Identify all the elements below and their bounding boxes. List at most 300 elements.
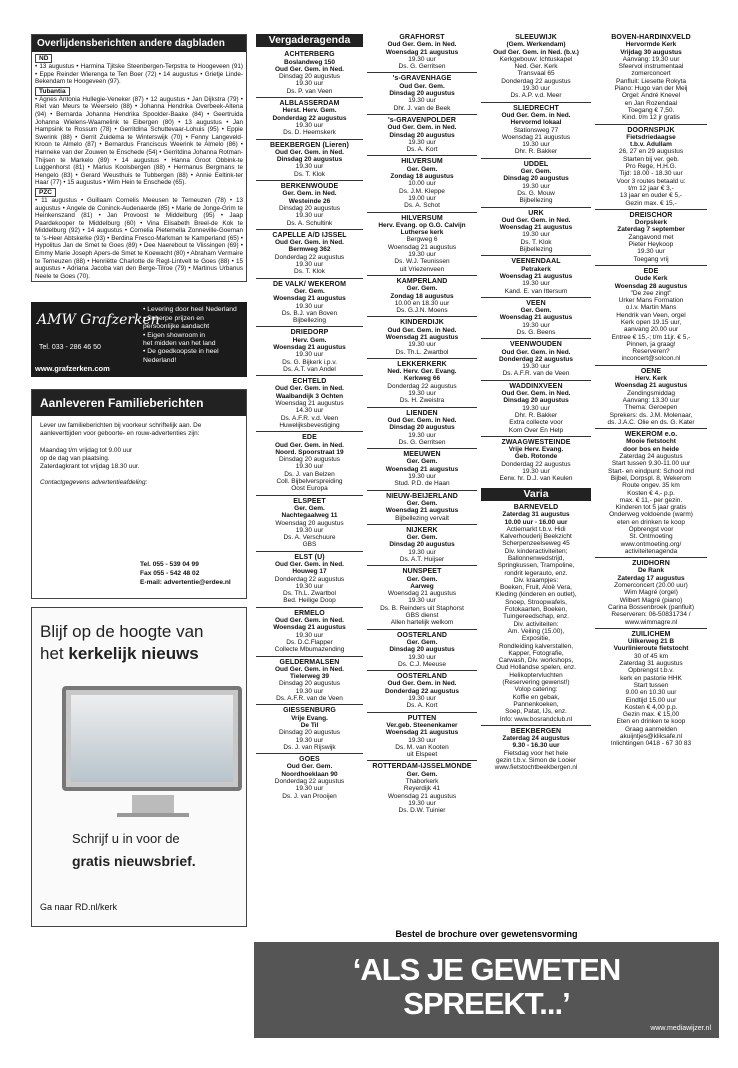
entry-line: Pieter Heykoop: [628, 241, 674, 249]
agenda-entry: [256, 329, 363, 373]
entry-line: Ds. A.P. v.d. Meer: [510, 92, 562, 100]
entry-line: Kleding (kinderen en outlet),: [495, 591, 577, 599]
separator: [256, 229, 363, 230]
entry-line: Ballonnenwedstrijd,: [507, 555, 565, 562]
separator: [481, 725, 591, 726]
entry-line: Ds. Th.L. Zwartbol: [283, 590, 336, 598]
entry-line: Ds. G. Gerritsen: [398, 63, 446, 71]
agenda-entry: [595, 212, 707, 263]
entry-place: GIESSENBURG: [283, 707, 336, 715]
separator: [595, 265, 707, 266]
entry-place: NIJKERK: [406, 526, 438, 534]
separator: [367, 275, 477, 276]
entry-line: 19.30 uur: [522, 404, 550, 412]
familie-fax: Fax 055 - 542 48 02: [140, 570, 200, 578]
region-text: • Agnes Antonia Hullegie-Veneker (87) • 12 augustus • Jan Dijkstra (79) • Riet van Meurs te Weerselo (88) • Johanna Hendrika Overbeek-Altena (94) • Bernarda Johanna Hendrika Spoolder-Baake (84) • Geertruida Johanna Wielens-Waamelink te Eibergen (80) • 13 augustus • Jan Hampsink te Rossum (78) • Gerritdina Schuttevaar-Lohuis (95) • Eppie Swerink (88) • Gerrit Zuidema te Winterswijk (70) • Fenny Langeveld-Kroon te Almelo (87) • Bernardus Franciscus Weerink te Almelo (86) • Hanneke van der Zouwen te Enschede (54) • Gerritdina Johanna Rotman-Thijsen te Markelo (89) • 14 augustus • Hanna Groot Obbink-te Luggenhorst (81) • Marius Koolsbergen (88) • Hermanus Bergmans te Hengelo (83) • Gerard Weusthuis te Tubbergen (88) • Annie Eeltink-ter Haar (77) • 15 augustus • Wim Hein te Enschede (65).: [35, 95, 243, 187]
entry-line: Hendrik van Veen, orgel: [616, 311, 686, 319]
entry-line: www.fietstochtbeekbergen.nl: [494, 764, 578, 772]
agenda-col-2: [367, 34, 477, 817]
entry-congregation: Oud Ger. Gem. in Ned.: [501, 111, 571, 119]
entry-line: 19.30 uur: [295, 163, 324, 171]
entry-line: 19.30 uur: [408, 97, 436, 105]
entry-line: 19.30 uur: [295, 736, 324, 744]
rd-line2: het kerkelijk nieuws: [40, 644, 199, 664]
separator: [367, 712, 477, 713]
entry-line: o.l.v. Martin Mans: [625, 304, 677, 312]
entry-detail: Woensdag 21 augustus: [385, 48, 459, 56]
entry-congregation: (Gem. Werkendam): [506, 41, 566, 49]
grafzerken-url[interactable]: www.grafzerken.com: [35, 364, 110, 374]
entry-line: 19.30 uur: [408, 597, 436, 605]
entry-line: Carwash, Div. workshops,: [498, 657, 574, 665]
entry-detail: Vuurlinieroute fietstocht: [613, 645, 689, 653]
entry-congregation: Oud Ger. Gem. in Ned.: [387, 124, 457, 132]
agenda-entry: [367, 278, 477, 314]
entry-line: GBS: [302, 541, 317, 549]
entry-line: Carina Bossenbroek (panfluit): [608, 603, 694, 611]
entry-congregation: Ger. Gem.: [406, 638, 438, 646]
entry-line: Kand. E. van Ittersum: [504, 287, 568, 295]
entry-detail: Woensdag 21 augustus: [499, 272, 573, 280]
region-text: • 13 augustus • Harmina Tjitske Steenbergen-Terpstra te Hoogeveen (91) • Eppe Reinder Wierenga te Ten Boer (72) • 14 augustus • Grietje Linde-Bekendam te Hoogeveen (97).: [35, 63, 243, 86]
agenda-entry: [367, 75, 477, 111]
banner-url[interactable]: www.mediawijzer.nl: [650, 1025, 711, 1032]
entry-place: BOVEN-HARDINXVELD: [611, 34, 691, 41]
grafzerken-bullet: • Eigen showroom in: [143, 331, 206, 339]
entry-line: 26, 27 en 29 augustus: [618, 148, 684, 156]
familie-email[interactable]: E-mail: advertentie@erdee.nl: [140, 579, 231, 587]
entry-congregation: Mooie fietstocht: [626, 438, 676, 446]
agenda-entry: [367, 673, 477, 709]
entry-line: Ds. J. van Rijswijk: [283, 743, 336, 751]
entry-line: Aanvang: 13.30 uur: [622, 396, 680, 404]
monitor-icon: [62, 686, 242, 791]
obituary-region: [35, 188, 243, 281]
separator: [256, 139, 363, 140]
entry-line: Reserveren?: [632, 348, 670, 356]
rd-sub1: Schrijf u in voor de: [72, 831, 180, 847]
entry-line: eten en drinken te koop: [617, 518, 685, 526]
entry-detail: Dinsdag 20 augustus: [389, 131, 455, 139]
entry-line: 19.30 uur: [408, 799, 436, 807]
entry-line: Ds. A. Kort: [406, 702, 438, 710]
entry-congregation: Ned. Herv. Ger. Evang.: [387, 368, 457, 376]
separator: [367, 490, 477, 491]
entry-congregation: Oud Ger. Gem. in Ned.: [275, 441, 344, 449]
entry-congregation: Oud Ger. Gem. in Ned.: [275, 561, 344, 568]
entry-congregation: Herv. Kerk: [634, 375, 668, 383]
obituary-region: [35, 54, 243, 86]
agenda-entry: [256, 610, 363, 654]
entry-detail: Oud Ger. Gem. in Ned.: [275, 65, 344, 73]
agenda-entry: [481, 161, 591, 205]
entry-line: Woensdag 21 augustus: [387, 590, 457, 598]
entry-detail: Woensdag 21 augustus: [385, 507, 459, 515]
entry-place: HILVERSUM: [401, 158, 443, 166]
entry-line: 13 jaar en ouder € 5,-: [619, 192, 683, 200]
entry-congregation: Herv. Evang. op G.G. Calvijn: [378, 221, 466, 229]
entry-detail: Woensdag 21 augustus: [499, 224, 573, 232]
separator: [481, 255, 591, 256]
entry-congregation: Oud Ger. Gem. in Ned.: [387, 41, 457, 49]
obituaries-text: [32, 52, 246, 281]
entry-detail: Woensdag 21 augustus: [273, 624, 346, 632]
entry-detail: 10.00 uur - 16.00 uur: [504, 518, 568, 526]
entry-congregation: Herst. Herv. Gem.: [282, 107, 337, 115]
familie-tel: Tel. 055 - 539 04 99: [140, 561, 199, 569]
separator: [595, 124, 707, 125]
banner-line1: ‘ALS JE GEWETEN: [352, 952, 621, 987]
entry-line: Pinnen, ja graag!: [626, 340, 676, 348]
separator: [367, 155, 477, 156]
entry-line: Collecte Mbumazending: [274, 646, 345, 654]
agenda-entry: [481, 258, 591, 294]
entry-congregation: De Rank: [637, 567, 664, 575]
left-column: [31, 34, 247, 927]
entry-line: Start tussen: [633, 681, 669, 689]
entry-line: Ds. P. van Veen: [286, 87, 333, 95]
entry-detail: Woensdag 21 augustus: [499, 314, 573, 322]
separator: [367, 407, 477, 408]
entry-congregation: Petrakerk: [521, 265, 551, 273]
entry-line: ds. J.A.C. Olie en ds. G. Kater: [607, 418, 695, 426]
entry-line: Div. kinderactiviteiten;: [504, 547, 568, 555]
separator: [256, 180, 363, 181]
entry-line: Ds. A. Schot: [404, 202, 440, 210]
entry-line: Sprekers: ds. J.M. Molenaar,: [609, 411, 693, 419]
entry-line: Ds. M. van Kooten: [395, 743, 449, 751]
grafzerken-bullet: persoonlijke aandacht: [143, 323, 210, 331]
entry-line: Eindtijd 15.00 uur: [625, 696, 677, 704]
entry-line: Gezin max. € 15,00: [622, 711, 680, 719]
entry-line: 9.00 en 10.30 uur: [625, 689, 677, 697]
entry-line: uit Elspeet: [406, 751, 438, 759]
entry-line: Ds. T. Klok: [294, 268, 325, 276]
entry-line: Woensdag 21 augustus: [387, 792, 457, 800]
entry-place: WEKEROM e.o.: [624, 431, 678, 439]
entry-line: t/m 12 jaar € 3,-: [628, 184, 674, 192]
entry-line: Opbrengst t.b.v.: [628, 667, 674, 675]
entry-line: Ds. G.J.N. Moens: [396, 307, 448, 315]
entry-line: 14.30 uur: [295, 407, 324, 415]
familieberichten-title: Aanleveren Familieberichten: [32, 390, 246, 416]
entry-detail: De Til: [300, 721, 319, 729]
entry-line: Pannenkoeken,: [513, 700, 559, 708]
agenda-entry: [367, 319, 477, 355]
entry-detail: Noord. Spoorstraat 19: [275, 448, 344, 456]
entry-detail: Bermweg 362: [288, 246, 331, 254]
entry-line: 19.30 uur: [295, 582, 324, 590]
entry-line: Inlichtingen 0418 - 67 30 83: [610, 740, 692, 748]
entry-line: Bed. Heilige Doop: [283, 597, 336, 605]
separator: [256, 704, 363, 705]
entry-line: 19.30 uur: [295, 687, 324, 695]
entry-line: 19.30 uur: [522, 231, 550, 239]
agenda-entry: [256, 183, 363, 227]
entry-line: Oost Europa: [291, 485, 328, 493]
entry-detail: Nachtegaalweg 11: [281, 512, 338, 520]
entry-congregation: Oud Ger. Gem.: [399, 82, 445, 90]
entry-line: Ds. H. Zweistra: [399, 397, 445, 405]
separator: [256, 278, 363, 279]
entry-line: Donderdag 22 augustus: [501, 77, 571, 85]
entry-congregation: Oud Ger. Gem. in Ned.: [387, 416, 457, 424]
entry-place: ROTTERDAM-IJSSELMONDE: [372, 763, 472, 771]
entry-line: Dinsdag 20 augustus: [278, 680, 341, 688]
grafzerken-ad[interactable]: [31, 302, 247, 377]
entry-line: 19.30 uur: [295, 80, 324, 88]
obituary-region: [35, 87, 243, 187]
entry-line: 19.30 uur: [408, 473, 436, 481]
agenda-entry: [256, 659, 363, 703]
agenda-entry: [481, 105, 591, 156]
entry-line: 19.30 uur: [408, 390, 436, 398]
entry-line: Aanvang: 19.30 uur: [622, 55, 680, 63]
entry-place: CAPELLE A/D IJSSEL: [272, 231, 347, 239]
entry-congregation: Oud Ger. Gem. in Ned.: [275, 148, 344, 156]
entry-line: Start- en eindpunt: School md: [608, 467, 694, 475]
entry-congregation: Vrije Evang.: [291, 714, 328, 722]
entry-line: Scherpenzeelseweg 45: [502, 540, 570, 548]
entry-line: 19.30 uur: [522, 363, 550, 371]
entry-line: 19.30 uur: [295, 463, 324, 471]
entry-detail: Noordhoeklaan 90: [281, 770, 338, 778]
entry-line: 19.00 uur: [408, 194, 436, 202]
entry-line: 19.30 uur: [295, 351, 324, 359]
entry-line: 19.30 uur: [408, 55, 436, 63]
entry-line: Woensdag 21 augustus: [275, 400, 344, 408]
entry-line: Panfluit: Liesette Rokyta: [615, 77, 687, 85]
entry-line: Tijd: 18.00 - 18.30 uur: [619, 170, 683, 178]
agenda-entry: [367, 763, 477, 814]
entry-detail: Donderdag 22 augustus: [384, 687, 460, 695]
entry-line: uit Vriezenveen: [399, 265, 445, 273]
entry-line: Orgel: André Knevel: [621, 92, 681, 100]
entry-line: activiteitenagenda: [624, 547, 678, 555]
region-label: Tubantia: [35, 87, 70, 96]
entry-line: Kalverhouderij Beekzicht: [500, 533, 572, 541]
agenda-entry: [256, 100, 363, 136]
agenda-entry: [481, 341, 591, 377]
entry-line: 19.30 uur: [408, 341, 436, 349]
agenda-entry: [595, 631, 707, 748]
entry-detail: Woensdag 21 augustus: [273, 295, 346, 303]
entry-detail: Woensdag 21 augustus: [385, 333, 459, 341]
familieberichten-body: [32, 416, 246, 493]
entry-line: Ds. D. Heemskerk: [283, 129, 336, 137]
entry-place: ZUIDHORN: [632, 560, 670, 568]
entry-line: Starten bij ver. geb.: [622, 155, 679, 163]
entry-line: 19.30 uur: [408, 138, 436, 146]
entry-line: Ds. G. Mouw: [517, 189, 555, 197]
entry-detail: Houweg 17: [292, 568, 327, 576]
entry-line: 19.30 uur: [295, 631, 324, 639]
entry-place: 's-GRAVENPOLDER: [388, 116, 456, 124]
entry-place: ZWAAGWESTEINDE: [501, 438, 571, 446]
entry-line: Ds. B.J. van Boven: [281, 309, 338, 317]
agenda-entry: [595, 560, 707, 626]
entry-line: 19.30 uur: [408, 695, 436, 703]
entry-line: max. € 11,- per gezin.: [619, 496, 683, 504]
entry-line: Ds. A.F.R. van de Veen: [276, 695, 343, 703]
separator: [595, 628, 707, 629]
grafzerken-bullet: • De goedkoopste in heel: [143, 348, 219, 356]
separator: [595, 209, 707, 210]
entry-line: Toegang € 7,50.: [627, 106, 675, 114]
entry-line: Kerk open 19.15 uur,: [620, 318, 682, 326]
separator: [256, 495, 363, 496]
entry-line: Reserveren: 06-50831734 /: [611, 611, 691, 619]
entry-line: Kapper, Fotografie,: [508, 649, 564, 657]
separator: [481, 207, 591, 208]
entry-line: Ds. J. van Prooijen: [282, 792, 337, 800]
entry-line: Woensdag 20 augustus: [275, 519, 344, 527]
entry-line: Ds. J.M. Kleppe: [399, 187, 445, 195]
rd-nieuwsbrief-ad[interactable]: [31, 607, 247, 927]
agenda-entry: [256, 434, 363, 492]
rd-link[interactable]: Ga naar RD.nl/kerk: [40, 902, 118, 913]
entry-line: Kom Over En Help: [508, 426, 564, 434]
entry-place: ECHTELD: [292, 378, 327, 386]
agenda-entry: [481, 728, 591, 772]
agenda-entry: [367, 568, 477, 626]
entry-line: Wim Magré (orgel): [624, 589, 678, 597]
entry-place: PUTTEN: [407, 714, 437, 722]
entry-line: Ds. J. van Belzen: [284, 470, 335, 478]
entry-congregation: Oud Ger. Gem. in Ned.: [275, 617, 344, 625]
banner-top: Bestel de brochure over gewetensvorming: [254, 926, 719, 942]
entry-place: VEEN: [526, 299, 546, 307]
entry-line: www.ontmoeting.org/: [620, 540, 682, 548]
entry-line: 19.30 uur: [295, 785, 324, 793]
entry-line: Ds. A. Kort: [406, 146, 438, 154]
entry-place: BEEKBERGEN (Lieren): [270, 141, 349, 149]
entry-congregation: Oud Ger. Gem. in Ned.: [501, 348, 571, 356]
entry-congregation: Dorpskerk: [634, 219, 668, 227]
familie-p2b: op de dag van plaatsing.: [40, 454, 110, 462]
entry-line: Dinsdag 20 augustus: [278, 729, 341, 737]
entry-detail: Dinsdag 20 augustus: [389, 424, 455, 432]
entry-place: OOSTERLAND: [397, 631, 447, 639]
entry-place: UDDEL: [523, 160, 549, 168]
entry-line: 19.30 uur: [522, 141, 550, 149]
agenda-entry: [481, 504, 591, 723]
entry-line: Coll. Bijbelverspreiding: [276, 478, 343, 486]
entry-line: Ds. G. Beens: [516, 328, 556, 336]
varia-title: Varia: [481, 488, 591, 501]
entry-place: DE VALK/ WEKEROM: [272, 280, 347, 288]
entry-congregation: Oud Ger. Gem. in Ned.: [501, 390, 571, 398]
entry-line: Urker Mans Formation: [618, 297, 684, 305]
entry-line: en Jan Rozendaal: [624, 99, 678, 107]
entry-line: Ds. A.T. van Andel: [283, 365, 336, 373]
entry-line: Ds. W.J. Teunissen: [394, 258, 450, 266]
entry-line: Div. kraampjes:: [513, 576, 559, 584]
entry-place: WADDINXVEEN: [509, 382, 563, 390]
entry-place: ELST (U): [294, 553, 325, 561]
entry-line: 19.30 uur: [295, 212, 324, 220]
entry-line: Donderdag 22 augustus: [274, 575, 345, 583]
agenda-entry: [367, 632, 477, 668]
entry-line: Eten en drinken te koop: [616, 718, 686, 726]
grafzerken-logo: AMW Grafzerken: [37, 312, 160, 329]
agenda-entry: [367, 410, 477, 446]
entry-line: 19.30 uur: [295, 261, 324, 269]
familie-p2a: Maandag t/m vrijdag tot 9.00 uur: [40, 447, 133, 455]
entry-place: LIENDEN: [406, 409, 438, 417]
entry-line: Thaborkerk: [405, 778, 439, 786]
entry-place: BEEKBERGEN: [510, 727, 562, 735]
entry-line: Zomerconcert (20.00 uur): [614, 582, 688, 590]
entry-line: 19.30 uur: [637, 248, 665, 256]
agenda-entry: [256, 378, 363, 429]
separator: [481, 338, 591, 339]
entry-place: GELDERMALSEN: [279, 658, 340, 666]
entry-detail: Kerkweg 66: [403, 375, 441, 383]
entry-line: 19.30 uur: [295, 121, 324, 129]
entry-detail: Westeinde 26: [288, 197, 331, 205]
entry-line: Piano: Hugo van der Meij: [614, 85, 688, 93]
entry-detail: Woensdag 21 augustus: [385, 729, 459, 737]
entry-place: ACHTERBERG: [284, 51, 335, 59]
entry-line: Onderweg voldoende (warm): [609, 511, 693, 519]
grafzerken-bullet: Nederland!: [143, 356, 177, 364]
entry-detail: Woensdag 28 augustus: [614, 282, 688, 290]
entry-line: Actiemarkt t.b.v. Hidi: [506, 525, 566, 533]
entry-place: EDE: [643, 267, 659, 275]
entry-line: Wilbert Magré (piano): [619, 596, 683, 604]
grafzerken-tel: Tel. 033 - 286 46 50: [39, 344, 101, 352]
entry-line: Dhr. J. van de Beek: [393, 104, 451, 112]
entry-line: Bergweg 6: [406, 236, 438, 244]
entry-detail: Woensdag 21 augustus: [385, 465, 459, 473]
entry-detail: t.b.v. Adullam: [630, 141, 672, 149]
entry-line: Route ongev. 35 km: [622, 482, 680, 490]
entry-line: Info: www.bosrandclub.nl: [499, 715, 573, 723]
entry-detail: Dinsdag 20 augustus: [389, 646, 455, 654]
entry-line: Zendingsmiddag: [626, 389, 676, 397]
entry-line: rondrit legerauto, enz.: [504, 569, 568, 577]
entry-line: Kosten € 4,- p.p.: [627, 489, 675, 497]
gewetensvorming-banner[interactable]: [254, 926, 719, 1038]
obituaries-box: [31, 34, 247, 282]
entry-congregation: Ger. Gem.: [294, 287, 325, 295]
entry-congregation: Oud Ger. Gem.: [286, 763, 333, 771]
entry-congregation: Hervormde Kerk: [625, 41, 677, 49]
entry-line: Zangavond met: [628, 233, 674, 241]
entry-line: Snoep, Stroopwafels,: [505, 598, 567, 606]
agenda-entry: [481, 300, 591, 336]
separator: [367, 760, 477, 761]
separator: [256, 431, 363, 432]
entry-line: 19.30 uur: [408, 548, 436, 556]
agenda-entry: [595, 127, 707, 207]
monitor-base: [117, 813, 189, 817]
entry-place: GOES: [299, 756, 320, 764]
separator: [367, 629, 477, 630]
entry-congregation: Oud Ger. Gem. in Ned.: [275, 665, 344, 673]
entry-line: Transvaal 65: [517, 70, 555, 78]
separator: [367, 448, 477, 449]
entry-line: GBS dienst: [405, 612, 439, 620]
separator: [595, 365, 707, 366]
agenda-entry: [367, 493, 477, 522]
entry-line: Ds. D.C.Flapper: [286, 638, 333, 646]
separator: [256, 375, 363, 376]
entry-line: Donderdag 22 augustus: [274, 778, 345, 786]
entry-line: Dhr. R. Bakker: [514, 148, 558, 156]
entry-place: SLIEDRECHT: [513, 104, 559, 112]
